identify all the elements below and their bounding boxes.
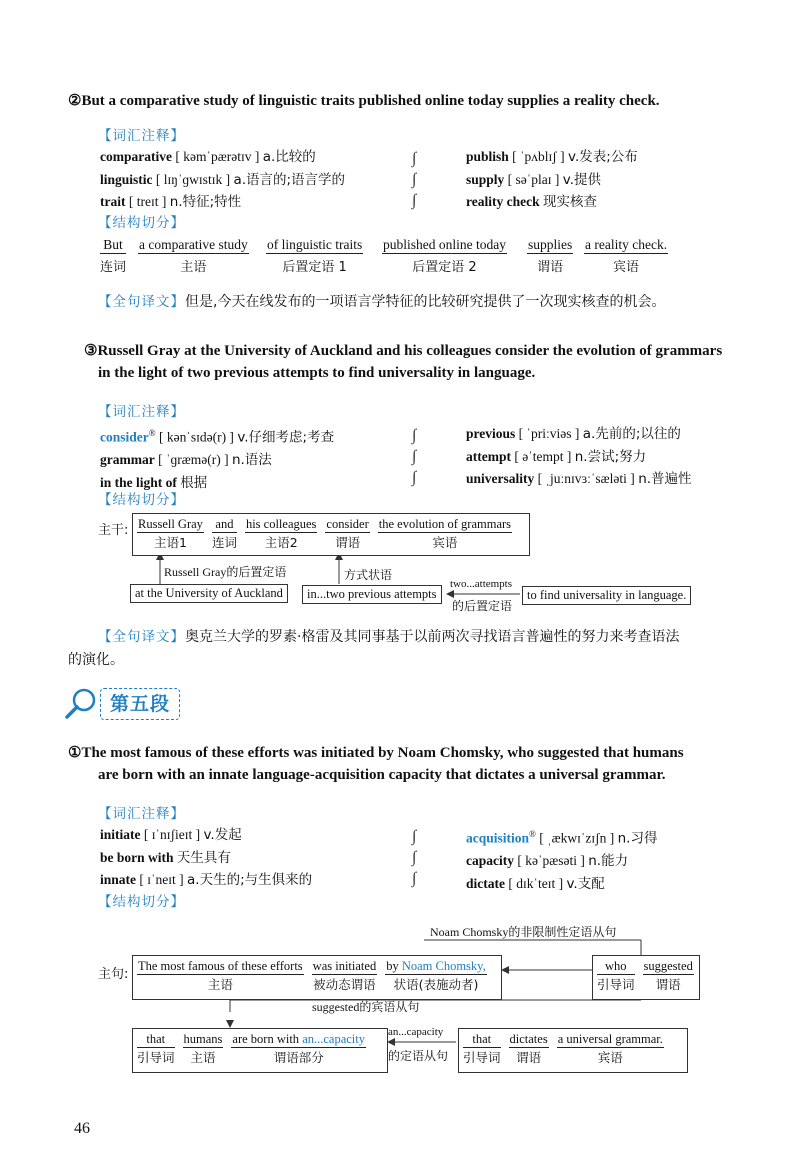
section-title: 第五段 xyxy=(110,693,171,715)
struct-label-2: 【结构切分】 xyxy=(98,215,185,231)
vocab-label-2: 【词汇注释】 xyxy=(98,128,185,144)
section-title-box xyxy=(100,688,180,720)
diagram-cell: that 引导词 xyxy=(463,1032,501,1065)
obj-clause-label: suggested的宾语从句 xyxy=(312,1000,420,1014)
segment: published online today 后置定语 2 xyxy=(383,237,506,275)
modifier-box-2: in...two previous attempts xyxy=(302,585,442,604)
translation-3-line1: 【全句译文】奥克兰大学的罗素·格雷及其同事基于以前两次寻找语言普遍性的努力来考查语法 xyxy=(98,629,680,645)
obj-clause-box xyxy=(132,1028,388,1073)
wave-divider: ∫ ∫ ∫ xyxy=(412,150,417,209)
modifier-label-2: 方式状语 xyxy=(344,568,393,582)
vocab-item: initiate [ ɪˈnɪʃieɪt ] v.发起 xyxy=(100,827,242,843)
segment: of linguistic traits 后置定语 1 xyxy=(267,237,363,275)
translation-2: 【全句译文】但是,今天在线发布的一项语言学特征的比较研究提供了一次现实核查的机会。 xyxy=(98,294,666,310)
diagram-cell: consider 谓语 xyxy=(326,517,369,550)
magnifier-icon xyxy=(62,684,102,724)
vocab-list-5-left xyxy=(100,824,420,892)
vocab-item: comparative [ kəmˈpærətɪv ] a.比较的 xyxy=(100,149,316,165)
modifier-label-3-bot: 的后置定语 xyxy=(452,599,513,613)
diagram-cell: his colleagues 主语2 xyxy=(245,517,317,550)
mid-label-bot: 的定语从句 xyxy=(388,1049,449,1063)
vocab-label-5: 【词汇注释】 xyxy=(98,806,185,822)
page-number: 46 xyxy=(74,1120,90,1137)
diagram-cell: and 连词 xyxy=(211,517,237,550)
diagram-cell: humans 主语 xyxy=(183,1032,223,1065)
diagram-cell: Russell Gray 主语1 xyxy=(138,517,203,550)
sentence-5-1-line2: are born with an innate language-acquisition capacity that dictates a universal grammar. xyxy=(98,767,666,783)
segment: a reality check. 宾语 xyxy=(585,237,668,275)
vocab-item: previous [ ˈpriːviəs ] a.先前的;以往的 xyxy=(466,426,681,442)
vocab-item: capacity [ kəˈpæsəti ] n.能力 xyxy=(466,853,629,869)
diagram-cell: dictates 谓语 xyxy=(509,1032,548,1065)
vocab-label-3: 【词汇注释】 xyxy=(98,404,185,420)
diagram-cell: was initiated 被动态谓语 xyxy=(312,959,377,992)
vocab-item: acquisition® [ ˌækwɪˈzɪʃn ] n.习得 xyxy=(466,829,658,847)
vocab-item: be born with 天生具有 xyxy=(100,849,231,866)
vocab-item: innate [ ɪˈneɪt ] a.天生的;与生俱来的 xyxy=(100,872,313,888)
sentence-3-line2: in the light of two previous attempts to find universality in language. xyxy=(98,365,536,381)
vocab-item: supply [ səˈplaɪ ] v.提供 xyxy=(466,171,601,188)
vocab-item: trait [ treɪt ] n.特征;特性 xyxy=(100,194,242,210)
main-label-3: 主干: xyxy=(98,523,129,538)
sentence-5-1-line1: ①The most famous of these efforts was initiated by Noam Chomsky, who suggested that humans xyxy=(68,745,684,761)
vocab-item: consider® [ kənˈsɪdə(r) ] v.仔细考虑;考查 xyxy=(100,428,335,446)
vocab-list-5-right xyxy=(466,824,786,895)
rel-clause-box xyxy=(592,955,700,1000)
segment: supplies 谓语 xyxy=(528,237,573,275)
main-label-5: 主句: xyxy=(98,967,129,982)
vocab-item: publish [ ˈpʌblɪʃ ] v.发表;公布 xyxy=(466,149,638,165)
modifier-box-3: to find universality in language. xyxy=(522,586,691,605)
vocab-item: dictate [ dɪkˈteɪt ] v.支配 xyxy=(466,875,605,892)
vocab-item: reality check 现实核查 xyxy=(466,194,597,210)
vocab-item: linguistic [ lɪŋˈɡwɪstɪk ] a.语言的;语言学的 xyxy=(100,171,346,188)
antecedent-phrase: an...capacity xyxy=(302,1032,365,1046)
main-clause-box-3 xyxy=(132,513,530,556)
diagram-cell: a universal grammar. 宾语 xyxy=(557,1032,663,1065)
sentence-2: ②But a comparative study of linguistic traits published online today supplies a reality check. xyxy=(68,93,660,109)
main-clause-box-5 xyxy=(132,955,502,1000)
struct-label-3: 【结构切分】 xyxy=(98,492,185,508)
diagram-cell: who 引导词 xyxy=(597,959,635,992)
wave-divider: ∫ ∫ ∫ xyxy=(412,427,417,486)
modifier-box-1: at the University of Auckland xyxy=(130,584,288,603)
rel-clause-box-2 xyxy=(458,1028,688,1073)
vocab-item: grammar [ ˈɡræmə(r) ] n.语法 xyxy=(100,452,272,468)
wave-divider: ∫ ∫ ∫ xyxy=(412,828,417,887)
mid-label-top: an...capacity xyxy=(388,1026,444,1038)
diagram-cell: are born with an...capacity 谓语部分 xyxy=(232,1032,365,1065)
vocab-item: attempt [ əˈtempt ] n.尝试;努力 xyxy=(466,448,647,465)
diagram-cell: suggested 谓语 xyxy=(643,959,693,992)
translation-3-line2: 的演化。 xyxy=(68,652,124,668)
vocab-item: in the light of 根据 xyxy=(100,474,208,491)
modifier-label-3-top: two...attempts xyxy=(450,578,513,590)
sentence-3-line1: ③Russell Gray at the University of Auckland and his colleagues consider the evolution of grammars xyxy=(84,343,723,359)
diagram-cell: by Noam Chomsky, 状语(表施动者) xyxy=(386,959,486,992)
vocab-item: universality [ ˌjuːnɪvɜːˈsæləti ] n.普遍性 xyxy=(466,471,692,487)
struct-label-5: 【结构切分】 xyxy=(98,894,185,910)
modifier-label-1: Russell Gray的后置定语 xyxy=(164,565,287,579)
segment: But 连词 xyxy=(100,237,127,275)
segment: a comparative study 主语 xyxy=(139,237,248,275)
diagram-cell: The most famous of these efforts 主语 xyxy=(138,959,303,992)
rel-clause-label: Noam Chomsky的非限制性定语从句 xyxy=(430,925,617,939)
agent-name: Noam Chomsky, xyxy=(401,959,486,973)
diagram-cell: that 引导词 xyxy=(137,1032,175,1065)
diagram-cell: the evolution of grammars 宾语 xyxy=(378,517,512,550)
